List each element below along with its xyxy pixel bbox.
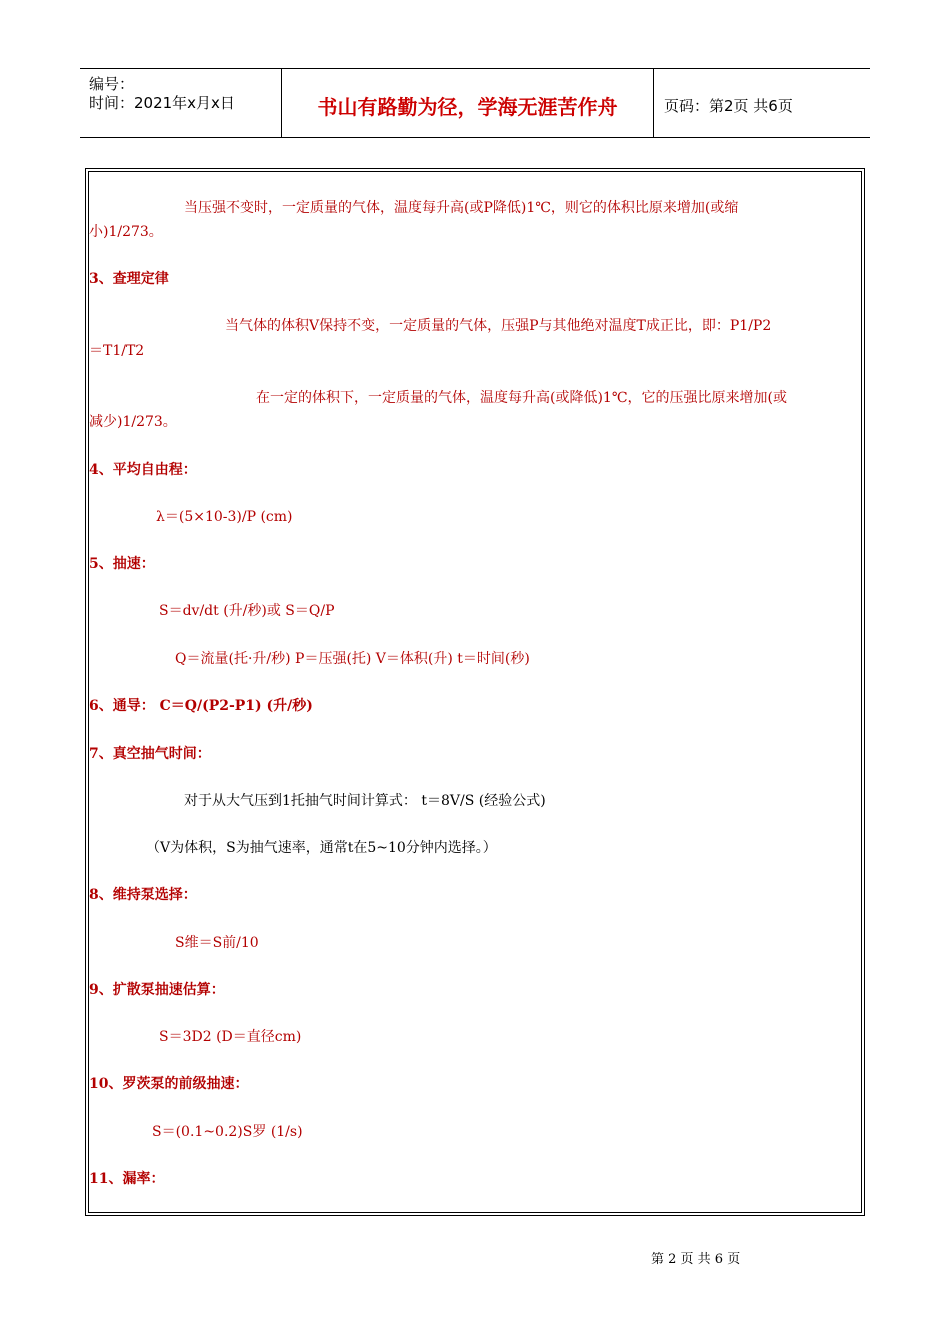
page-header xyxy=(80,68,870,138)
section-heading: 3、查理定律 xyxy=(89,271,169,287)
section-heading: 7、真空抽气时间： xyxy=(89,746,211,762)
formula-line: λ＝(5×10-3)/P (cm) xyxy=(156,509,293,525)
footer-page-number: 第 2 页 共 6 页 xyxy=(651,1252,741,1267)
text-line: 当压强不变时，一定质量的气体，温度每升高(或P降低)1℃，则它的体积比原来增加(或缩 xyxy=(184,200,739,216)
text-line: 小)1/273。 xyxy=(89,224,163,240)
formula-line: S维＝S前/10 xyxy=(175,935,259,951)
content-box xyxy=(85,168,865,1216)
section-heading: 5、抽速： xyxy=(89,556,155,572)
header-page-info: 页码：第2页 共6页 xyxy=(664,97,793,115)
formula-line: S＝3D2 (D＝直径cm) xyxy=(159,1029,302,1045)
text-line: 当气体的体积V保持不变，一定质量的气体，压强P与其他绝对温度T成正比，即：P1/P2 xyxy=(225,318,772,334)
section-heading: 10、罗茨泵的前级抽速： xyxy=(89,1076,249,1092)
text-line: 减少)1/273。 xyxy=(89,414,177,430)
section-heading: 11、漏率： xyxy=(89,1171,165,1187)
text-line: （V为体积，S为抽气速率，通常t在5~10分钟内选择。） xyxy=(146,840,497,856)
document-number-label: 编号： xyxy=(89,75,135,93)
header-info-cell xyxy=(80,69,282,137)
section-heading: 4、平均自由程： xyxy=(89,462,197,478)
formula-line: S＝(0.1~0.2)S罗 (1/s) xyxy=(152,1124,303,1140)
header-motto: 书山有路勤为径，学海无涯苦作舟 xyxy=(317,95,618,119)
formula-line: Q＝流量(托·升/秒) P＝压强(托) V＝体积(升) t＝时间(秒) xyxy=(175,651,530,667)
text-line: 对于从大气压到1托抽气时间计算式： t＝8V/S (经验公式) xyxy=(184,793,546,809)
text-line: ＝T1/T2 xyxy=(89,343,145,359)
document-time-label: 时间：2021年x月x日 xyxy=(89,94,235,112)
section-heading: 6、通导： C＝Q/(P2-P1) (升/秒) xyxy=(89,698,313,714)
header-motto-cell xyxy=(282,69,654,137)
header-page-cell xyxy=(654,69,870,137)
formula-line: S＝dv/dt (升/秒)或 S＝Q/P xyxy=(159,603,335,619)
section-heading: 8、维持泵选择： xyxy=(89,887,197,903)
section-heading: 9、扩散泵抽速估算： xyxy=(89,982,225,998)
text-line: 在一定的体积下，一定质量的气体，温度每升高(或降低)1℃，它的压强比原来增加(或 xyxy=(256,390,787,406)
